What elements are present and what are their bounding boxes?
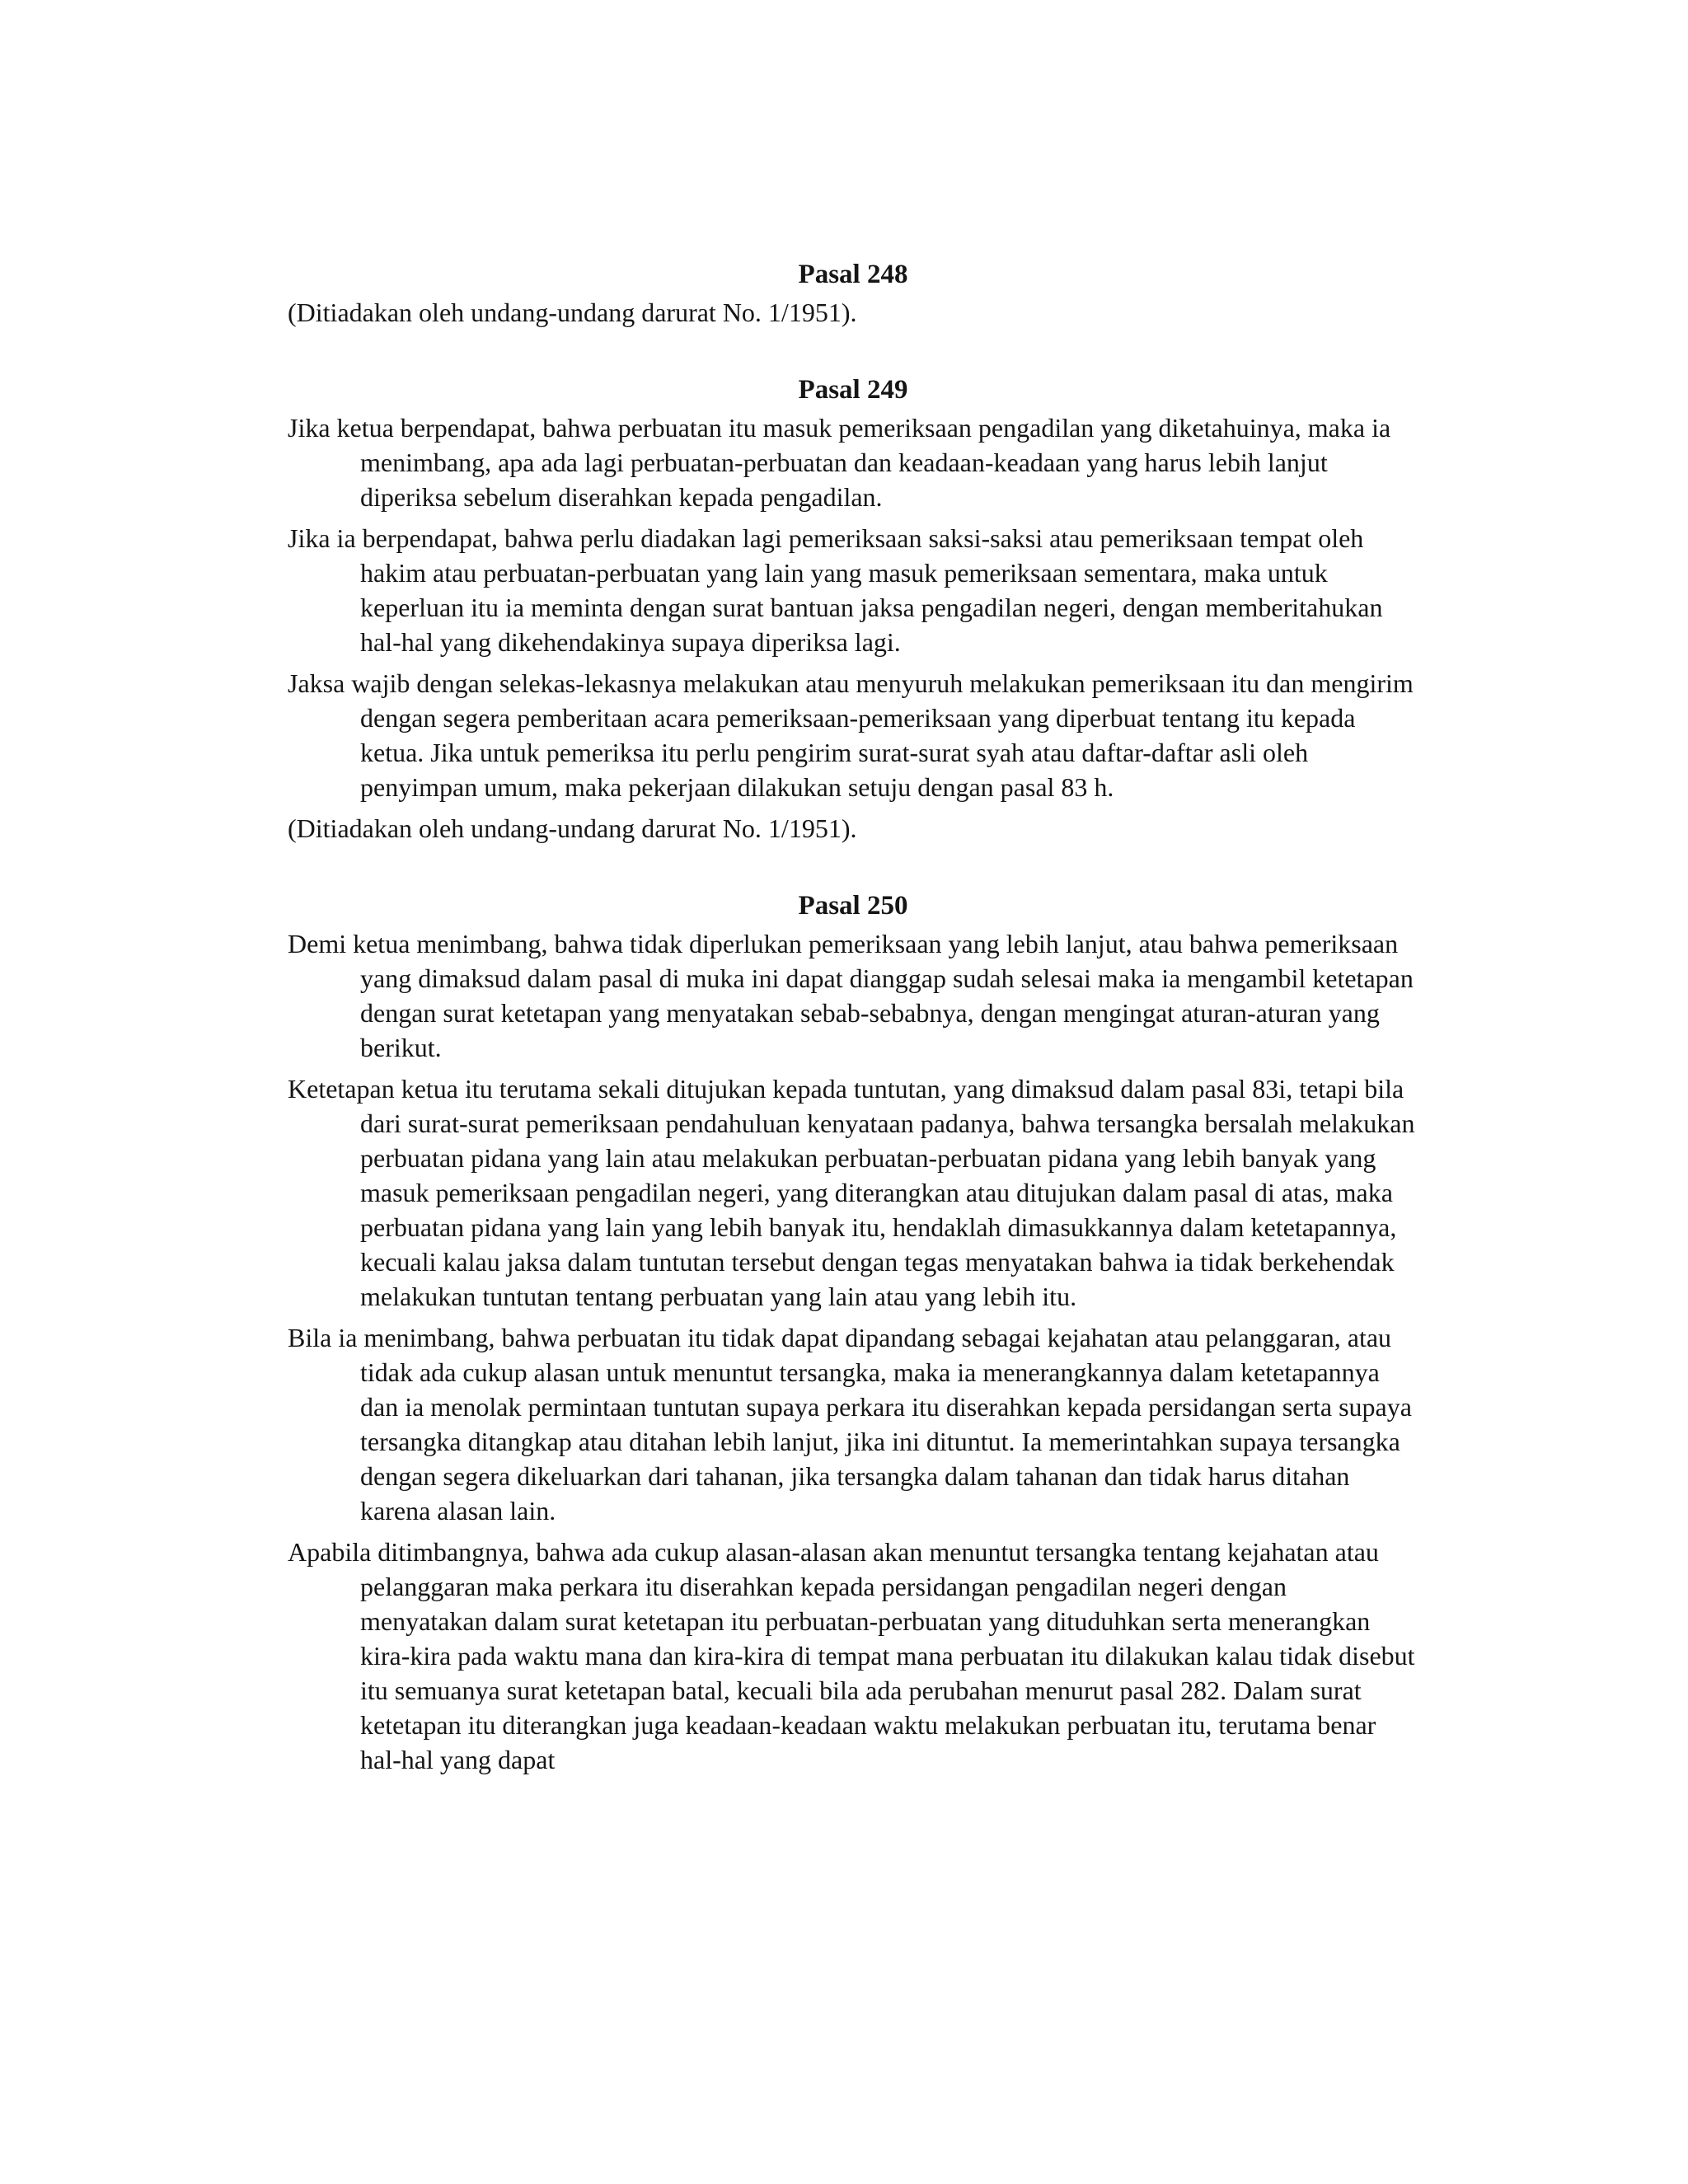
article-pasal-250 xyxy=(288,888,1418,1777)
article-pasal-249 xyxy=(288,373,1418,846)
article-paragraph: Apabila ditimbangnya, bahwa ada cukup alasan-alasan akan menuntut tersangka tentang kejahatan atau pelanggaran maka perkara itu diserahkan kepada persidangan pengadilan negeri dengan menyatakan dalam surat ketetapan itu perbuatan-perbuatan yang dituduhkan serta menerangkan kira-kira pada waktu mana dan kira-kira di tempat mana perbuatan itu dilakukan kalau tidak disebut itu semuanya surat ketetapan batal, kecuali bila ada perubahan menurut pasal 282. Dalam surat ketetapan itu diterangkan juga keadaan-keadaan waktu melakukan perbuatan itu, terutama benar hal-hal yang dapat xyxy=(288,1537,1415,1774)
article-paragraph: Jika ia berpendapat, bahwa perlu diadakan lagi pemeriksaan saksi-saksi atau pemeriksaan tempat oleh hakim atau perbuatan-perbuatan yang lain yang masuk pemeriksaan sementara, maka untuk keperluan itu ia meminta dengan surat bantuan jaksa pengadilan negeri, dengan memberitahukan hal-hal yang dikehendakinya supaya diperiksa lagi. xyxy=(288,523,1383,657)
article-pasal-248 xyxy=(288,257,1418,330)
article-paragraph: Jika ketua berpendapat, bahwa perbuatan itu masuk pemeriksaan pengadilan yang diketahuinya, maka ia menimbang, apa ada lagi perbuatan-perbuatan dan keadaan-keadaan yang harus lebih lanjut diperiksa sebelum diserahkan kepada pengadilan. xyxy=(288,413,1391,512)
article-title: Pasal 250 xyxy=(798,891,908,921)
article-paragraph: Bila ia menimbang, bahwa perbuatan itu tidak dapat dipandang sebagai kejahatan atau pelanggaran, atau tidak ada cukup alasan untuk menuntut tersangka, maka ia menerangkannya dalam ketetapannya dan ia menolak permintaan tuntutan supaya perkara itu diserahkan kepada persidangan serta supaya tersangka ditangkap atau ditahan lebih lanjut, jika ini dituntut. Ia memerintahkan supaya tersangka dengan segera dikeluarkan dari tahanan, jika tersangka dalam tahanan dan tidak harus ditahan karena alasan lain. xyxy=(288,1323,1412,1526)
document-page xyxy=(288,257,1418,1783)
article-paragraph: (Ditiadakan oleh undang-undang darurat No. 1/1951). xyxy=(288,298,857,327)
article-paragraph: Jaksa wajib dengan selekas-lekasnya melakukan atau menyuruh melakukan pemeriksaan itu dan mengirim dengan segera pemberitaan acara pemeriksaan-pemeriksaan yang diperbuat tentang itu kepada ketua. Jika untuk pemeriksa itu perlu pengirim surat-surat syah atau daftar-daftar asli oleh penyimpan umum, maka pekerjaan dilakukan setuju dengan pasal 83 h. xyxy=(288,668,1414,802)
article-title: Pasal 249 xyxy=(798,375,908,405)
article-paragraph: Ketetapan ketua itu terutama sekali ditujukan kepada tuntutan, yang dimaksud dalam pasal 83i, tetapi bila dari surat-surat pemeriksaan pendahuluan kenyataan padanya, bahwa tersangka bersalah melakukan perbuatan pidana yang lain atau melakukan perbuatan-perbuatan pidana yang lebih banyak yang masuk pemeriksaan pengadilan negeri, yang diterangkan atau ditujukan dalam pasal di atas, maka perbuatan pidana yang lain yang lebih banyak itu, hendaklah dimasukkannya dalam ketetapannya, kecuali kalau jaksa dalam tuntutan tersebut dengan tegas menyatakan bahwa ia tidak berkehendak melakukan tuntutan tentang perbuatan yang lain atau yang lebih itu. xyxy=(288,1074,1415,1311)
article-title: Pasal 248 xyxy=(798,260,908,289)
article-paragraph: Demi ketua menimbang, bahwa tidak diperlukan pemeriksaan yang lebih lanjut, atau bahwa pemeriksaan yang dimaksud dalam pasal di muka ini dapat dianggap sudah selesai maka ia mengambil ketetapan dengan surat ketetapan yang menyatakan sebab-sebabnya, dengan mengingat aturan-aturan yang berikut. xyxy=(288,929,1414,1062)
article-paragraph: (Ditiadakan oleh undang-undang darurat No. 1/1951). xyxy=(288,813,857,843)
